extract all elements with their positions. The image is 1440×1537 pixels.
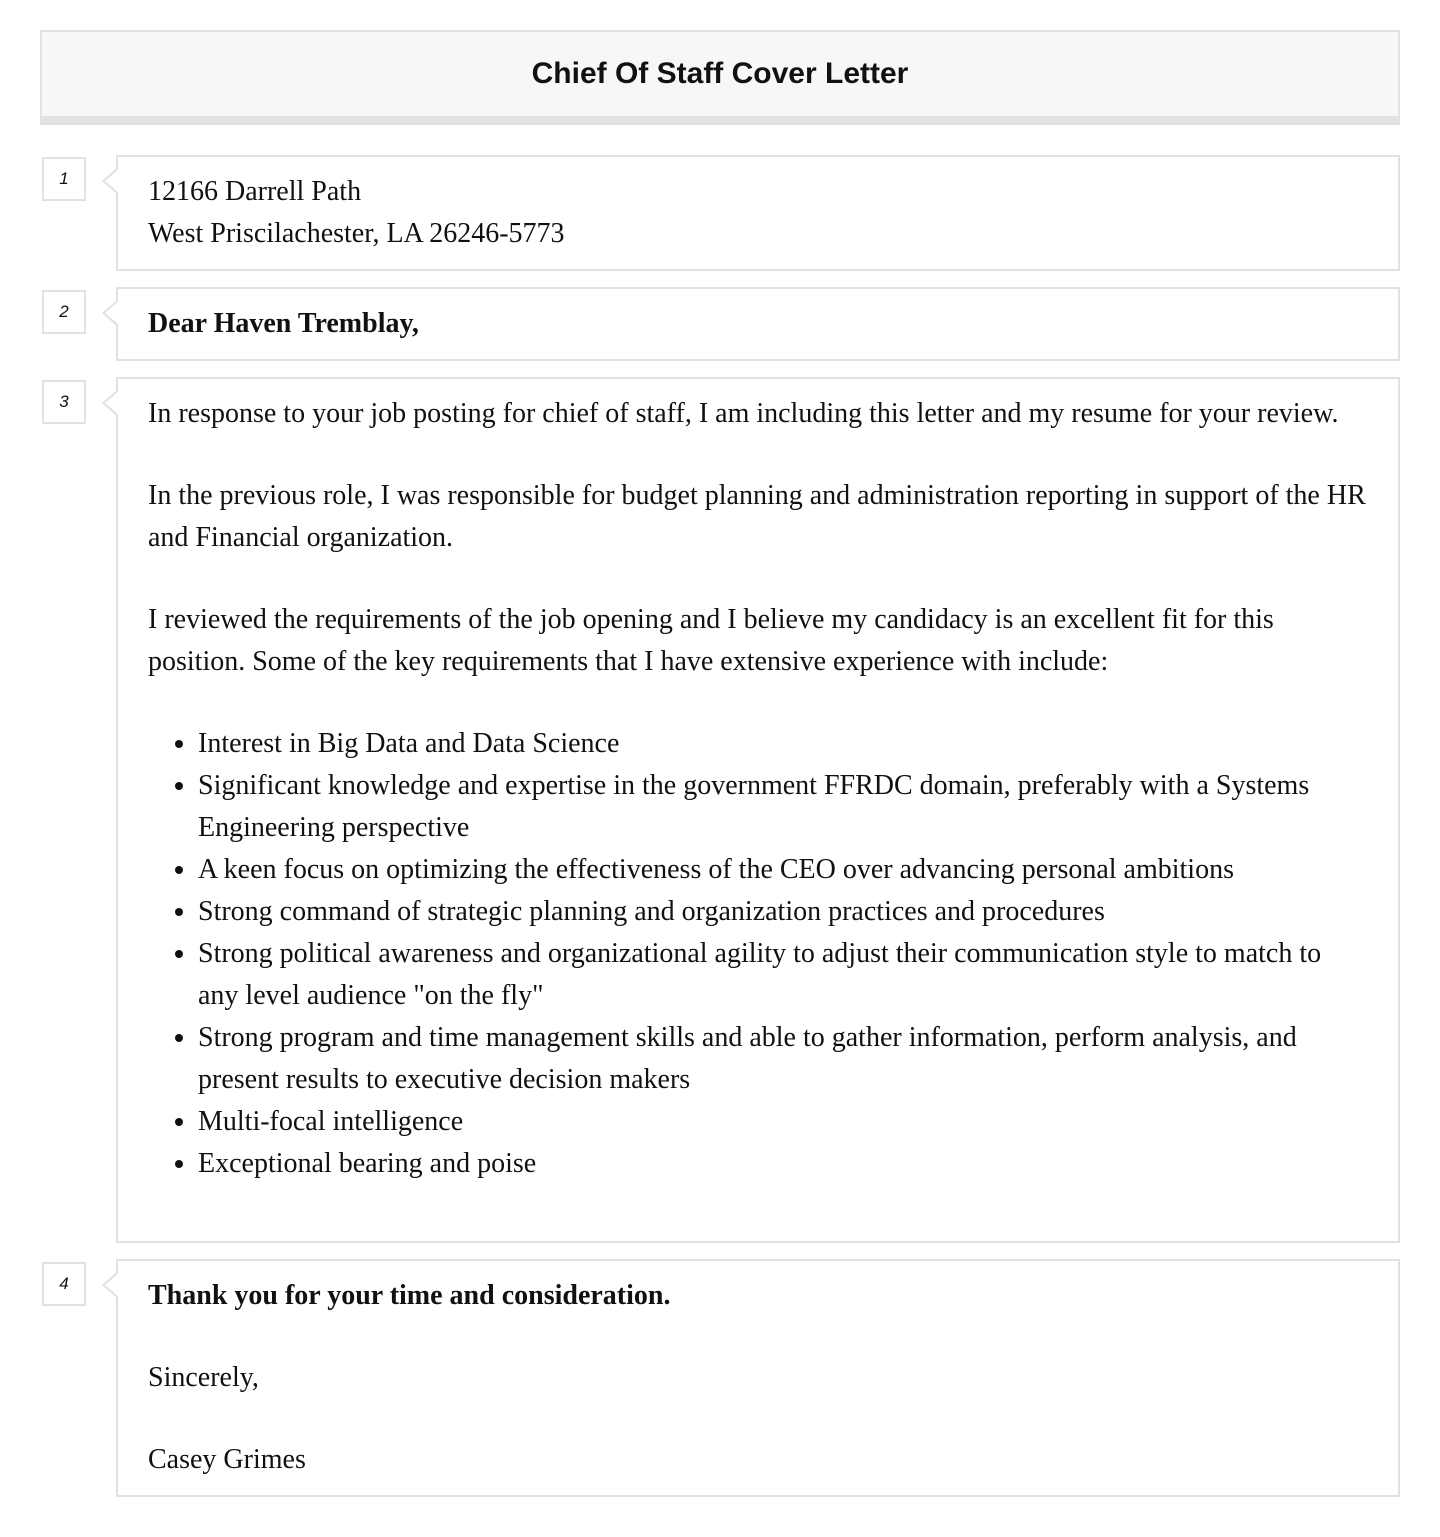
closing-card [116, 1259, 1400, 1497]
section-number-4: 4 [42, 1262, 86, 1306]
section-number-2: 2 [42, 290, 86, 334]
section-number-1: 1 [42, 157, 86, 201]
address-line-1: 12166 Darrell Path [148, 176, 362, 207]
list-item: • Interest in Big Data and Data Science [198, 723, 1368, 765]
body-paragraph-2: In the previous role, I was responsible for budget planning and administration reporting in support of the HR and Financial organization. [148, 480, 1366, 553]
greeting: Dear Haven Tremblay, [148, 308, 419, 339]
greeting-card [116, 287, 1400, 361]
body-paragraph-1: In response to your job posting for chief of staff, I am including this letter and my resume for your review. [148, 398, 1339, 429]
closing-line: Thank you for your time and consideration. [148, 1280, 671, 1311]
letter-header [40, 30, 1400, 125]
address-card [116, 155, 1400, 271]
body-paragraph-3: I reviewed the requirements of the job opening and I believe my candidacy is an excellent fit for this position. Some of the key requirements that I have extensive experience with include: [148, 604, 1274, 677]
list-item: • Strong political awareness and organizational agility to adjust their communication style to match to any level audience "on the fly" [198, 933, 1368, 1017]
page-title: Chief Of Staff Cover Letter [531, 57, 909, 90]
body-card [116, 377, 1400, 1243]
signoff: Sincerely, [148, 1362, 259, 1393]
signer-name: Casey Grimes [148, 1444, 306, 1475]
list-item: • Exceptional bearing and poise [198, 1143, 1368, 1185]
list-item: • A keen focus on optimizing the effectiveness of the CEO over advancing personal ambitions [198, 849, 1368, 891]
requirements-list [148, 723, 1368, 1185]
section-number-3: 3 [42, 380, 86, 424]
list-item: • Significant knowledge and expertise in the government FFRDC domain, preferably with a Systems Engineering perspective [198, 765, 1368, 849]
list-item: • Strong program and time management skills and able to gather information, perform analysis, and present results to executive decision makers [198, 1017, 1368, 1101]
address-line-2: West Priscilachester, LA 26246-5773 [148, 218, 565, 249]
list-item: • Multi-focal intelligence [198, 1101, 1368, 1143]
list-item: • Strong command of strategic planning and organization practices and procedures [198, 891, 1368, 933]
